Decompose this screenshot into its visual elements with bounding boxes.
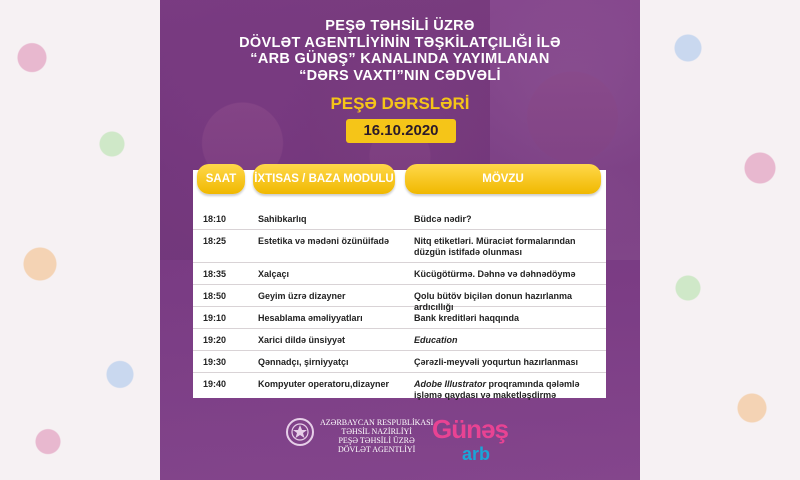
poster-subtitle: PEŞƏ DƏRSLƏRİ: [330, 94, 470, 113]
table-row: [193, 351, 606, 373]
row-module: Xarici dildə ünsiyyət: [258, 335, 346, 345]
row-topic: Bank kreditləri haqqında: [414, 313, 520, 323]
header-module: İXTISAS / BAZA MODULU: [253, 164, 395, 194]
row-topic: Qolu bütöv biçilən donun hazırlanma ardıcıllığı: [414, 291, 573, 312]
table-row: [193, 329, 606, 351]
schedule-table: [193, 170, 606, 398]
row-module: Qənnadçı, şirniyyatçı: [258, 357, 349, 367]
table-row: [193, 373, 606, 405]
poster-title: [160, 18, 640, 84]
logo-gunes: Günəş: [432, 414, 508, 444]
title-line: PEŞƏ TƏHSİLİ ÜZRƏ: [325, 18, 475, 34]
row-time: 18:25: [203, 236, 227, 246]
row-time: 19:30: [203, 357, 227, 367]
ministry-text: [320, 418, 433, 454]
row-time: 19:20: [203, 335, 227, 345]
table-row: [193, 230, 606, 263]
title-line: “DƏRS VAXTI”NIN CƏDVƏLİ: [299, 67, 501, 84]
header-time: SAAT: [197, 164, 245, 194]
row-module: Hesablama əməliyyatları: [258, 313, 363, 323]
row-topic: [414, 379, 602, 401]
table-row: [193, 263, 606, 285]
title-line: “ARB GÜNƏŞ” KANALINDA YAYIMLANAN: [250, 51, 550, 67]
row-module: Xalçaçı: [258, 269, 290, 279]
schedule-poster: [160, 0, 640, 480]
row-module: Sahibkarlıq: [258, 214, 307, 224]
background-right: [640, 0, 800, 480]
table-row: [193, 285, 606, 312]
row-topic: Çərəzli-meyvəli yoqurtun hazırlanması: [414, 357, 579, 367]
title-line: DÖVLƏT AGENTLİYİNİN TƏŞKİLATÇILIĞI İLƏ: [239, 34, 561, 51]
topic-rest: proqramında qələmlə işləmə qaydası və maketləşdirmə: [414, 379, 580, 400]
header-topic: MÖVZU: [405, 164, 601, 194]
row-topic: Nitq etiketləri. Müraciət formalarından düzgün istifadə olunması: [414, 236, 576, 257]
table-body: [193, 208, 606, 405]
org-line: AZƏRBAYCAN RESPUBLİKASI: [320, 418, 434, 427]
row-time: 18:50: [203, 291, 227, 301]
table-row: [193, 307, 606, 329]
org-line: DÖVLƏT AGENTLİYİ: [337, 445, 416, 454]
row-module: Kompyuter operatoru,dizayner: [258, 379, 390, 389]
ministry-emblem-icon: [286, 418, 314, 446]
row-time: 18:35: [203, 269, 227, 279]
row-topic: Education: [414, 335, 458, 345]
topic-italic: Adobe Illustrator: [414, 379, 487, 389]
row-time: 18:10: [203, 214, 227, 224]
row-time: 19:10: [203, 313, 227, 323]
row-module: Geyim üzrə dizayner: [258, 291, 346, 301]
arb-gunes-logo: [432, 410, 508, 470]
date-badge: 16.10.2020: [346, 119, 456, 143]
row-module: Estetika və mədəni özünüifadə: [258, 236, 390, 246]
row-topic: Büdcə nədir?: [414, 214, 472, 224]
background-left: [0, 0, 160, 480]
org-line: PEŞƏ TƏHSİLİ ÜZRƏ: [338, 436, 415, 445]
logo-arb: arb: [462, 444, 491, 464]
row-topic: Kücügötürmə. Dəhnə və dəhnədöymə: [414, 269, 576, 279]
org-line: TƏHSİL NAZİRLİYİ: [341, 427, 412, 436]
row-time: 19:40: [203, 379, 227, 389]
table-row: [193, 208, 606, 230]
